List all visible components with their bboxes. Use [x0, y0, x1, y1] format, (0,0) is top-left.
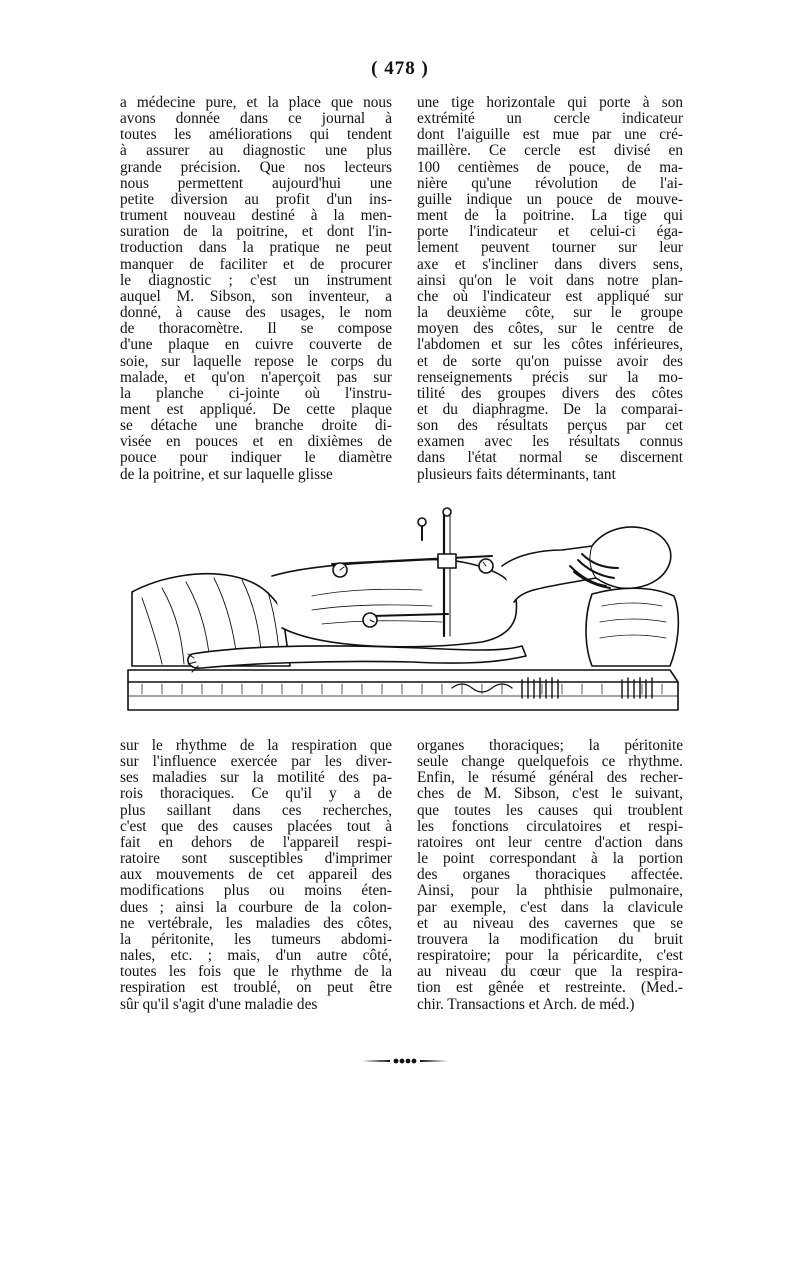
text-line: nous permettent aujourd'hui une: [120, 175, 392, 192]
text-line: examen avec les résultats connus: [417, 434, 683, 451]
text-line: les fonctions circulatoires et respi-: [417, 818, 683, 835]
text-line: Enfin, le résumé général des recher-: [417, 770, 683, 787]
text-column-top-left: [120, 95, 392, 483]
text-line: toutes les fois que le rhythme de la: [120, 964, 392, 981]
text-line: ses maladies sur la motilité des pa-: [120, 770, 392, 787]
text-line: maillère. Ce cercle est divisé en: [417, 143, 683, 160]
text-line: nière qu'une révolution de l'ai-: [417, 175, 683, 192]
text-line: toutes les améliorations qui tendent: [120, 127, 392, 144]
text-line: le diagnostic ; c'est un instrument: [120, 272, 392, 289]
text-line: à assurer au diagnostic une plus: [120, 143, 392, 160]
text-line: et au niveau des cavernes que se: [417, 915, 683, 932]
text-line: suration de la poitrine, et dont l'in-: [120, 224, 392, 241]
text-line: trouvera la modification du bruit: [417, 931, 683, 948]
text-line: che où l'indicateur est appliqué sur: [417, 288, 683, 305]
text-line: c'est que des causes placées tout à: [120, 818, 392, 835]
text-line: ches de M. Sibson, c'est le suivant,: [417, 786, 683, 803]
text-line: 100 centièmes de pouce, de ma-: [417, 159, 683, 176]
text-line: respiration est troublé, on peut être: [120, 980, 392, 997]
text-line: aux mouvements de cet appareil des: [120, 867, 392, 884]
text-line: de la poitrine, et sur laquelle glisse: [120, 466, 333, 483]
text-line: des organes thoraciques affectée.: [417, 867, 683, 884]
text-line: respiratoire; pour la péricardite, c'est: [417, 948, 683, 965]
text-line: la péritonite, les tumeurs abdomi-: [120, 931, 392, 948]
thoracometer-illustration: [122, 506, 684, 718]
text-line: ainsi qu'on le voit dans notre plan-: [417, 272, 683, 289]
text-line: la planche ci-jointe où l'instru-: [120, 385, 392, 402]
text-line: rois thoraciques. Ce qu'il y a de: [120, 786, 392, 803]
text-line: renseignements précis sur la mo-: [417, 369, 683, 386]
text-line: ne vertébrale, les maladies des côtes,: [120, 915, 392, 932]
text-line: et de sorte qu'on puisse avoir des: [417, 353, 683, 370]
text-line: plusieurs faits déterminants, tant: [417, 466, 616, 483]
text-line: extrémité un cercle indicateur: [417, 111, 683, 128]
text-line: ment est appliqué. De cette plaque: [120, 401, 392, 418]
text-line: la deuxième côte, sur le groupe: [417, 305, 683, 322]
text-line: malade, et qu'on n'aperçoit pas sur: [120, 369, 392, 386]
text-line: se détache une branche droite di-: [120, 418, 392, 435]
text-line: d'une plaque en cuivre couverte de: [120, 337, 392, 354]
text-line: ratoires ont leur centre d'action dans: [417, 834, 683, 851]
text-line: tion est gênée et restreinte. (Med.-: [417, 980, 683, 997]
text-line: fait en dehors de l'appareil respi-: [120, 834, 392, 851]
text-line: que toutes les causes qui troublent: [417, 802, 683, 819]
text-line: trument nouveau destiné à la men-: [120, 208, 392, 225]
text-line: sur l'influence exercée par les diver-: [120, 754, 392, 771]
text-line: moyen des côtes, sur le centre de: [417, 321, 683, 338]
text-line: pouce pour indiquer le diamètre: [120, 450, 392, 467]
text-line: modifications plus ou moins éten-: [120, 883, 392, 900]
text-line: tilité des groupes divers des côtes: [417, 385, 683, 402]
text-line: Ainsi, pour la phthisie pulmonaire,: [417, 883, 683, 900]
text-line: manquer de faciliter et de procurer: [120, 256, 392, 273]
text-line: dans l'état normal se discernent: [417, 450, 683, 467]
text-line: troduction dans la pratique ne peut: [120, 240, 392, 257]
text-column-bottom-right: [417, 738, 683, 1013]
page-number: ( 478 ): [371, 58, 429, 79]
text-line: ratoire sont susceptibles d'imprimer: [120, 851, 392, 868]
text-line: petite diversion au profit d'un ins-: [120, 191, 392, 208]
end-ornament: [360, 1056, 450, 1066]
text-line: soie, sur laquelle repose le corps du: [120, 353, 392, 370]
text-line: seule change quelquefois ce rhythme.: [417, 754, 683, 771]
text-line: par exemple, c'est dans la clavicule: [417, 899, 683, 916]
text-line: sur le rhythme de la respiration que: [120, 738, 392, 754]
text-line: ment de la poitrine. La tige qui: [417, 208, 683, 225]
text-line: lement peuvent tourner sur leur: [417, 240, 683, 257]
text-line: guille indique un pouce de mouve-: [417, 191, 683, 208]
text-line: visée en pouces et en dixièmes de: [120, 434, 392, 451]
text-line: dont l'aiguille est mue par une cré-: [417, 127, 683, 144]
text-line: dues ; ainsi la courbure de la colon-: [120, 899, 392, 916]
text-line: l'abdomen et sur les côtes inférieures,: [417, 337, 683, 354]
text-line: son des résultats perçus par cet: [417, 418, 683, 435]
text-line: le point correspondant à la portion: [417, 851, 683, 868]
text-column-top-right: [417, 95, 683, 483]
text-line: plus saillant dans ces recherches,: [120, 802, 392, 819]
text-line: chir. Transactions et Arch. de méd.): [417, 996, 635, 1013]
text-line: avons donnée dans ce journal à: [120, 111, 392, 128]
text-line: auquel M. Sibson, son inventeur, a: [120, 288, 392, 305]
text-line: sûr qu'il s'agit d'une maladie des: [120, 996, 318, 1013]
text-line: de thoracomètre. Il se compose: [120, 321, 392, 338]
text-line: grande précision. Que nos lecteurs: [120, 159, 392, 176]
text-line: une tige horizontale qui porte à son: [417, 95, 683, 111]
text-line: donné, à cause des usages, le nom: [120, 305, 392, 322]
text-line: et du diaphragme. De la comparai-: [417, 401, 683, 418]
text-line: a médecine pure, et la place que nous: [120, 95, 392, 111]
text-line: porte l'indicateur et celui-ci éga-: [417, 224, 683, 241]
text-line: organes thoraciques; la péritonite: [417, 738, 683, 754]
text-line: au niveau du cœur que la respira-: [417, 964, 683, 981]
text-line: axe et s'incliner dans divers sens,: [417, 256, 683, 273]
text-line: nales, etc. ; mais, d'un autre côté,: [120, 948, 392, 965]
text-column-bottom-left: [120, 738, 392, 1013]
